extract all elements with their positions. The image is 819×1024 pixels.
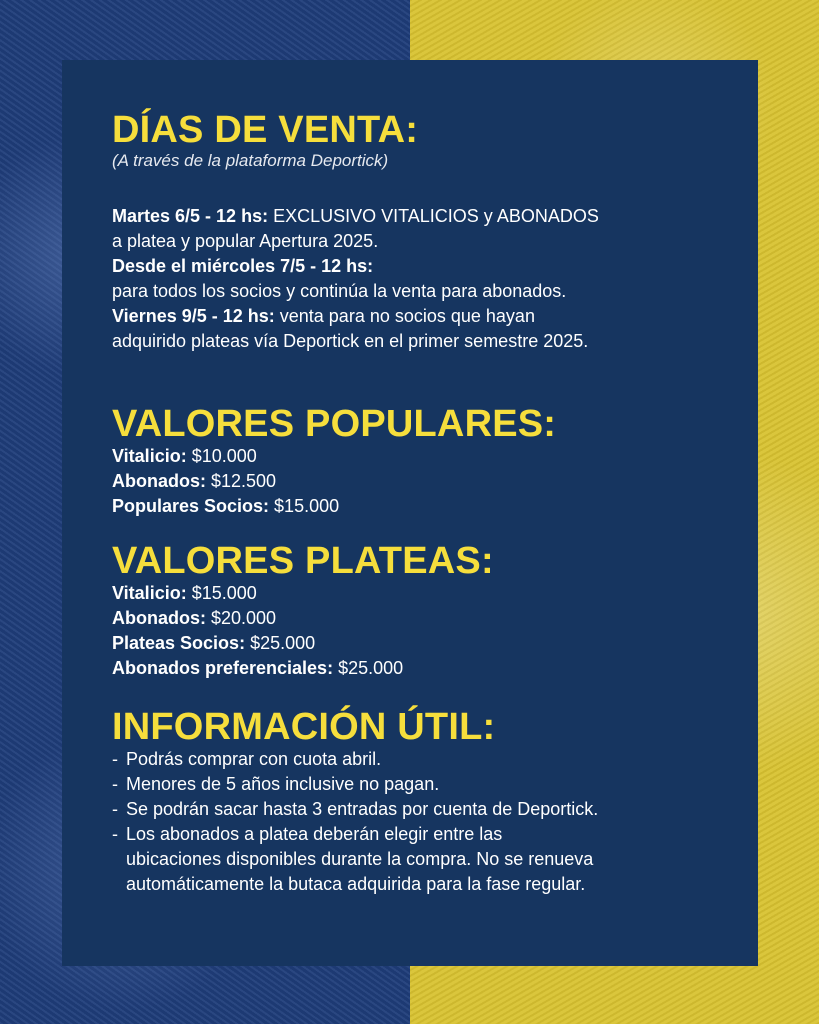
info-item-text: Los abonados a platea deberán elegir entre las xyxy=(126,824,503,844)
price-label: Vitalicio: xyxy=(112,446,187,466)
valores-populares-heading: VALORES POPULARES: xyxy=(112,403,557,445)
info-item xyxy=(112,747,708,772)
info-item xyxy=(112,772,708,797)
sale-line xyxy=(112,229,708,254)
informacion-util-section xyxy=(112,707,708,897)
dash-bullet: - xyxy=(112,824,118,844)
info-item-text: automáticamente la butaca adquirida para la fase regular. xyxy=(126,874,586,894)
price-label: Vitalicio: xyxy=(112,583,187,603)
valores-populares-list xyxy=(112,444,708,519)
price-row xyxy=(112,469,708,494)
dash-bullet: - xyxy=(112,749,118,769)
price-value: $20.000 xyxy=(206,608,277,628)
sale-line-text: EXCLUSIVO VITALICIOS y ABONADOS xyxy=(268,206,599,226)
sale-line xyxy=(112,279,708,304)
informacion-util-list xyxy=(112,747,708,897)
info-item-text: ubicaciones disponibles durante la compra. No se renueva xyxy=(126,849,594,869)
price-value: $25.000 xyxy=(245,633,316,653)
price-value: $12.500 xyxy=(206,471,277,491)
dias-de-venta-heading: DÍAS DE VENTA: xyxy=(112,109,419,151)
sale-line-bold: Viernes 9/5 - 12 hs: xyxy=(112,306,275,326)
info-item xyxy=(112,822,708,897)
sale-line xyxy=(112,254,708,279)
price-row xyxy=(112,581,708,606)
dash-bullet: - xyxy=(112,799,118,819)
price-row xyxy=(112,494,708,519)
info-panel xyxy=(62,60,758,966)
sale-line xyxy=(112,329,708,354)
price-row xyxy=(112,631,708,656)
price-value: $25.000 xyxy=(333,658,404,678)
price-value: $15.000 xyxy=(186,583,257,603)
price-label: Plateas Socios: xyxy=(112,633,246,653)
sale-line xyxy=(112,304,708,329)
sale-line-text: para todos los socios y continúa la venta para abonados. xyxy=(112,281,567,301)
price-label: Populares Socios: xyxy=(112,496,270,516)
price-value: $15.000 xyxy=(269,496,340,516)
sale-line-bold: Martes 6/5 - 12 hs: xyxy=(112,206,269,226)
valores-plateas-list xyxy=(112,581,708,681)
informacion-util-heading: INFORMACIÓN ÚTIL: xyxy=(112,706,496,748)
price-row xyxy=(112,606,708,631)
info-item-text: Se podrán sacar hasta 3 entradas por cuenta de Deportick. xyxy=(126,799,599,819)
dias-de-venta-subtitle: (A través de la plataforma Deportick) xyxy=(112,151,389,170)
info-item-text: Menores de 5 años inclusive no pagan. xyxy=(126,774,440,794)
sale-line xyxy=(112,204,708,229)
info-item-text: Podrás comprar con cuota abril. xyxy=(126,749,382,769)
price-label: Abonados: xyxy=(112,471,206,491)
price-value: $10.000 xyxy=(186,446,257,466)
info-item xyxy=(112,797,708,822)
dash-bullet: - xyxy=(112,774,118,794)
sale-line-text: adquirido plateas vía Deportick en el primer semestre 2025. xyxy=(112,331,589,351)
price-row xyxy=(112,656,708,681)
sale-line-text: a platea y popular Apertura 2025. xyxy=(112,231,379,251)
price-row xyxy=(112,444,708,469)
price-label: Abonados preferenciales: xyxy=(112,658,334,678)
price-label: Abonados: xyxy=(112,608,206,628)
dias-de-venta-section xyxy=(112,110,708,354)
valores-plateas-section xyxy=(112,541,708,681)
sale-line-bold: Desde el miércoles 7/5 - 12 hs: xyxy=(112,256,374,276)
dias-de-venta-lines xyxy=(112,204,708,354)
valores-plateas-heading: VALORES PLATEAS: xyxy=(112,540,494,582)
valores-populares-section xyxy=(112,404,708,519)
sale-line-text: venta para no socios que hayan xyxy=(274,306,535,326)
